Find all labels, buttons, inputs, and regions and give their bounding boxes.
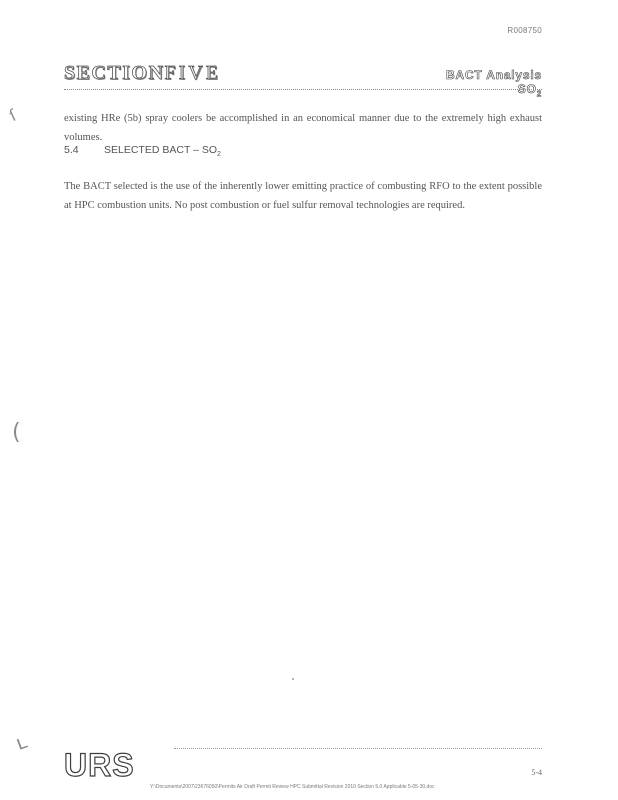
margin-corner-mark: ʟ: [12, 728, 30, 756]
document-id: R008750: [507, 26, 542, 35]
section-subject-text: BACT Analysis SO: [446, 68, 542, 96]
continued-paragraph: existing HRe (5b) spray coolers be accomplished in an economical manner due to the extremely high exhaust volumes.: [64, 112, 542, 143]
footer-divider: [174, 748, 542, 749]
subsection-title: SELECTED BACT – SO: [104, 144, 218, 156]
subsection-title-subscript: 2: [217, 151, 221, 159]
margin-pen-mark: ſ: [6, 105, 20, 126]
section-subject: [430, 68, 542, 98]
section-title-prefix: SECTION: [64, 62, 165, 84]
page-number: 5-4: [531, 768, 542, 777]
subsection-number: 5.4: [64, 144, 79, 156]
section-title-number: FIVE: [164, 62, 221, 84]
header-divider: [64, 89, 542, 90]
scan-speck: [292, 678, 294, 680]
selected-bact-paragraph: The BACT selected is the use of the inherently lower emitting practice of combusting RFO to the extent possible at HPC combustion units. No post combustion or fuel sulfur removal technologies are required.: [64, 180, 542, 211]
footer-file-path: Y:\Documents\2007\23676050\Permits Air Draft Permit Review HPC Submittal Revision 2010 Section 5.0 Applicable 5-05-30.doc: [150, 784, 435, 790]
section-subject-subscript: 2: [536, 89, 542, 99]
section-title: [64, 62, 221, 85]
urs-logo: URS: [64, 747, 135, 783]
subsection-heading: [64, 144, 221, 158]
margin-bracket-mark: (: [12, 420, 21, 445]
